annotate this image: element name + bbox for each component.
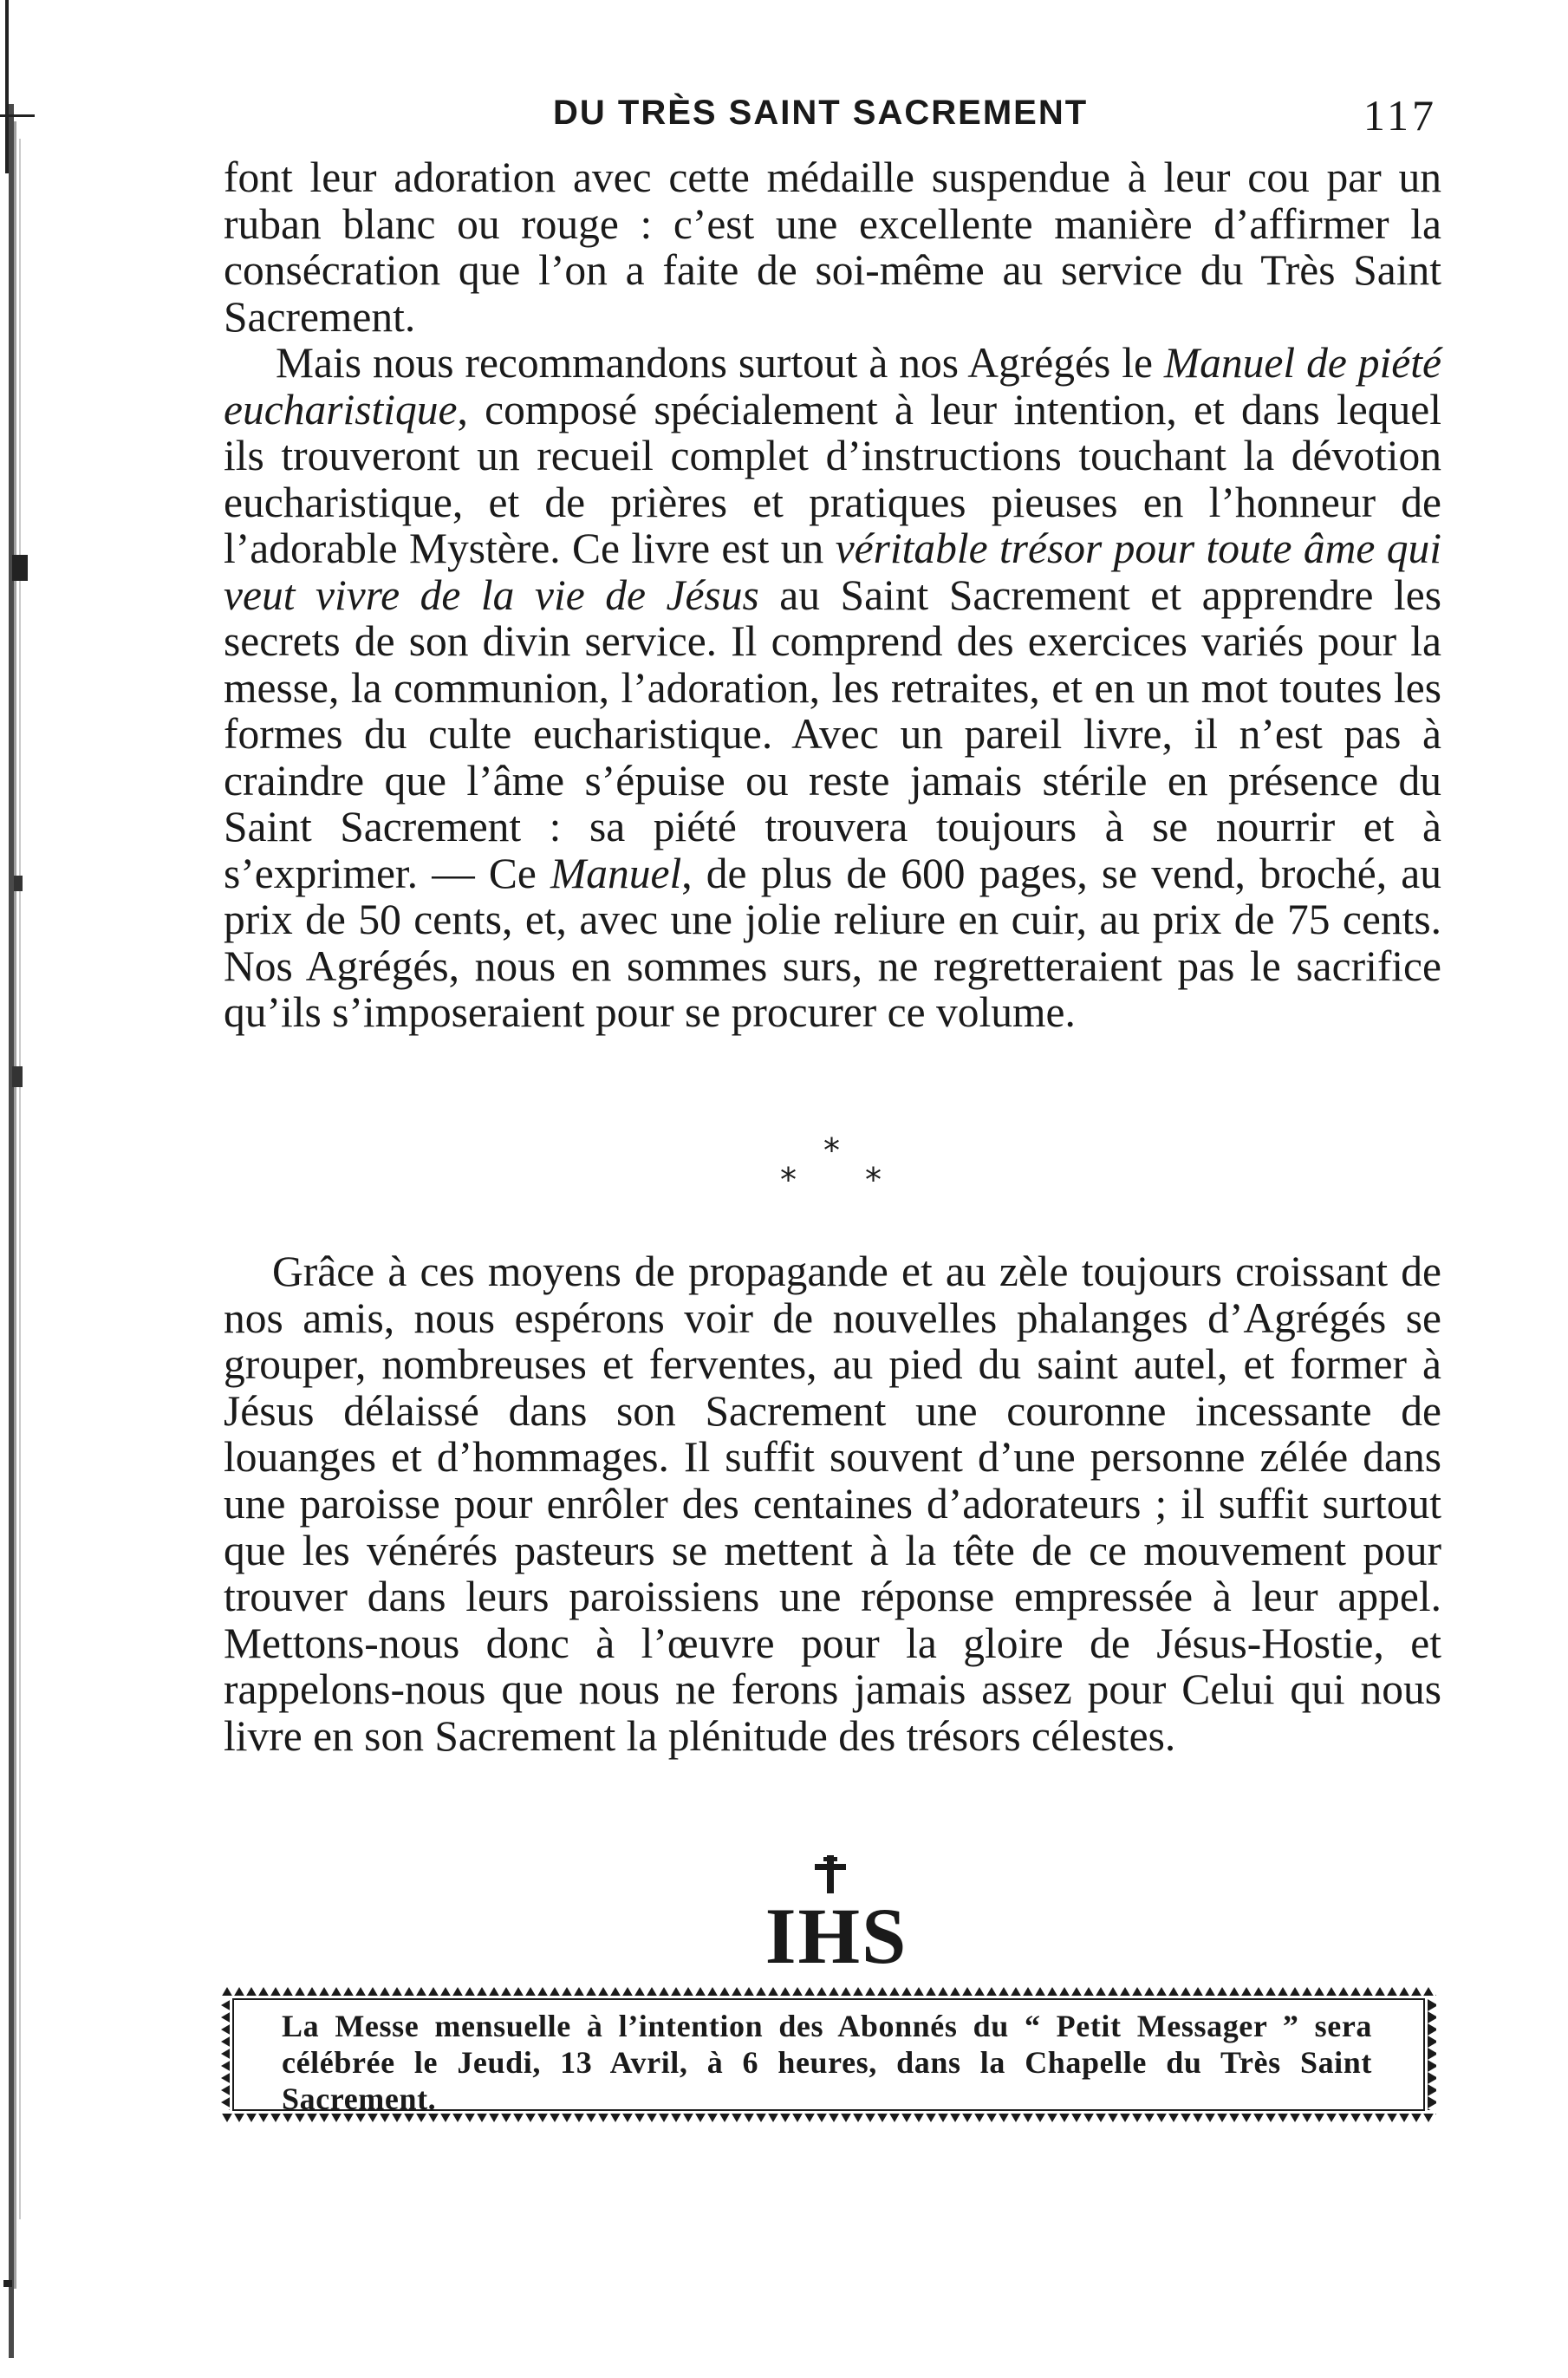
paragraph-2-part-a: Mais nous recommandons surtout à nos Agrégés le (276, 339, 1164, 387)
asterism-left-star: * (780, 1161, 797, 1199)
paragraph-2-part-b: , composé spécialement à leur intention, et dans lequel ils trouveront un recueil complet d’instructions touchant la dévotion eucharistique, et de prières et pratiques pieuses en l’honneur de l’adorable Mystère. Ce livre est un (224, 385, 1441, 572)
asterism-right-star: * (865, 1161, 882, 1199)
page-number: 117 (1363, 91, 1437, 140)
running-header (224, 91, 1437, 154)
paragraph-3: Grâce à ces moyens de propagande et au zèle toujours croissant de nos amis, nous espérons voir de nouvelles phalanges d’Agrégés se grouper, nombreuses et ferventes, au pied du saint autel, et former à Jésus délaissé dans son Sacrement une couronne incessante de louanges et d’hommages. Il suffit souvent d’une personne zélée dans une paroisse pour enrôler des centaines d’adorateurs ; il suffit surtout que les vénérés pasteurs se mettent à la tête de ce mouvement pour trouver dans leurs paroissiens une réponse empressée à leur appel. Mettons-nous donc à l’œuvre pour la gloire de Jésus-Hostie, et rappelons-nous que nous ne ferons jamais assez pour Celui qui nous livre en son Sacrement la plénitude des trésors célestes. (224, 1248, 1441, 1760)
treasure-phrase-italic: véritable trésor pour toute âme qui veut vivre de la vie de Jésus (224, 524, 1441, 619)
paragraph-2 (224, 340, 1441, 1036)
binding-edge (0, 0, 55, 2378)
body-text-block-2 (224, 1248, 1441, 1760)
manual-title-italic: Manuel de piété eucharistique (224, 339, 1442, 433)
ihs-monogram-icon (754, 1855, 919, 1977)
paragraph-2-part-c: au Saint Sacrement et apprendre les secrets de son divin service. Il comprend des exercices variés pour la messe, la communion, l’adoration, les retraites, et en un mot toutes les formes du culte eucharistique. Avec un pareil livre, il n’est pas à craindre que l’âme s’épuise ou reste jamais stérile en présence du Saint Sacrement : sa piété trouvera toujours à se nourrir et à s’exprimer. — Ce (224, 570, 1442, 897)
ihs-letters: IHS (764, 1892, 908, 1977)
paragraph-1: font leur adoration avec cette médaille suspendue à leur cou par un ruban blanc ou rouge : c’est une excellente manière d’affirmer la consécration que l’on a faite de soi-même au service du Très Saint Sacrement. (224, 153, 1441, 341)
notice-box (221, 1987, 1436, 2122)
running-title: DU TRÈS SAINT SACREMENT (553, 94, 1089, 132)
body-text-block-1 (224, 154, 1441, 1036)
paragraph-2-part-d: , de plus de 600 pages, se vend, broché, au prix de 50 cents, et, avec une jolie reliure en cuir, au prix de 75 cents. Nos Agrégés, nous en sommes surs, ne regretteraient pas le sacrifice qu’ils s’imposeraient pour se procurer ce volume. (224, 849, 1442, 1036)
asterism-separator (763, 1131, 901, 1209)
asterism-top-star: * (823, 1131, 840, 1169)
manuel-italic: Manuel (550, 849, 682, 897)
notice-text: La Messe mensuelle à l’intention des Abonnés du “ Petit Messager ” sera célébrée le Jeudi, 13 Avril, à 6 heures, dans la Chapelle du Très Saint Sacrement. (282, 2009, 1372, 2116)
